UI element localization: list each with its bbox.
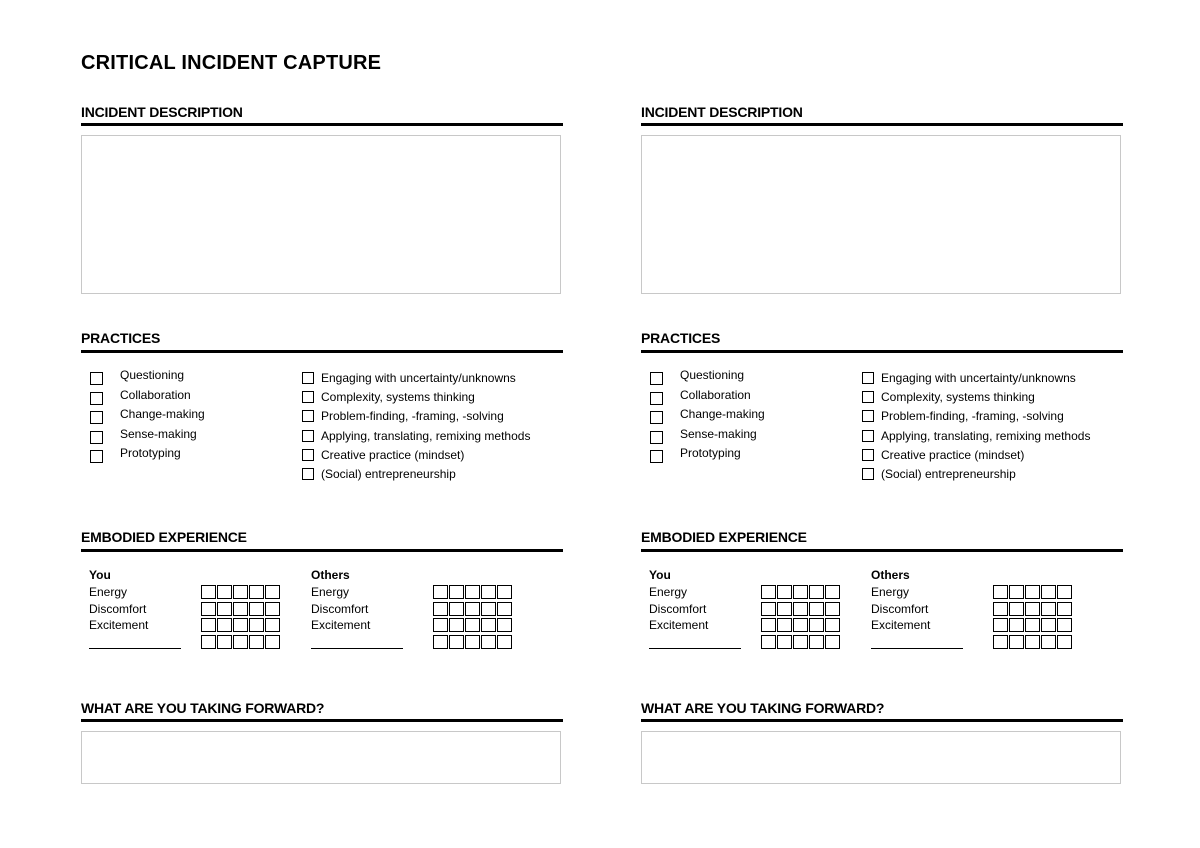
- rating-square[interactable]: [1057, 618, 1072, 632]
- rating-square[interactable]: [449, 635, 464, 649]
- embodied-row-label: Energy: [649, 585, 688, 599]
- taking-forward-field[interactable]: [641, 731, 1121, 784]
- rating-square[interactable]: [433, 635, 448, 649]
- rating-square[interactable]: [233, 635, 248, 649]
- rating-square[interactable]: [217, 602, 232, 616]
- rating-scale[interactable]: [993, 602, 1073, 616]
- practices-heading: PRACTICES: [641, 330, 721, 346]
- practice-option[interactable]: [862, 429, 1122, 449]
- practice-option[interactable]: [90, 446, 310, 466]
- practice-checkbox[interactable]: [90, 411, 103, 424]
- rating-square[interactable]: [825, 618, 840, 632]
- custom-dimension-field[interactable]: [649, 648, 741, 649]
- practice-label: Problem-finding, -framing, -solving: [881, 409, 1064, 424]
- rating-scale[interactable]: [201, 585, 281, 599]
- practice-option[interactable]: [862, 409, 1122, 429]
- rating-square[interactable]: [793, 585, 808, 599]
- practice-label: Sense-making: [680, 426, 757, 441]
- practice-label: Creative practice (mindset): [881, 447, 1025, 462]
- rating-square[interactable]: [1025, 585, 1040, 599]
- practice-checkbox[interactable]: [90, 372, 103, 385]
- practice-checkbox[interactable]: [862, 430, 874, 442]
- rating-square[interactable]: [233, 618, 248, 632]
- practice-option[interactable]: [862, 467, 1122, 487]
- rating-square[interactable]: [433, 585, 448, 599]
- practice-label: Prototyping: [680, 446, 741, 460]
- practice-option[interactable]: [302, 390, 562, 410]
- rating-square[interactable]: [265, 635, 280, 649]
- embodied-you-label: You: [89, 568, 111, 582]
- practice-checkbox[interactable]: [90, 431, 103, 444]
- rating-square[interactable]: [809, 585, 824, 599]
- capture-card-right: [641, 0, 1123, 848]
- rating-square[interactable]: [497, 618, 512, 632]
- embodied-experience-heading: EMBODIED EXPERIENCE: [641, 529, 807, 545]
- rating-square[interactable]: [793, 602, 808, 616]
- rating-square[interactable]: [465, 602, 480, 616]
- practice-checkbox[interactable]: [302, 449, 314, 461]
- rating-square[interactable]: [1041, 618, 1056, 632]
- incident-description-heading: INCIDENT DESCRIPTION: [81, 104, 243, 120]
- embodied-row-label: Discomfort: [311, 601, 369, 616]
- rating-square[interactable]: [217, 635, 232, 649]
- embodied-row-label: Discomfort: [871, 601, 929, 616]
- rating-square[interactable]: [761, 585, 776, 599]
- taking-forward-heading: WHAT ARE YOU TAKING FORWARD?: [641, 700, 885, 716]
- practices-heading: PRACTICES: [81, 330, 161, 346]
- rating-square[interactable]: [793, 618, 808, 632]
- rating-square[interactable]: [993, 635, 1008, 649]
- practice-option[interactable]: [650, 446, 870, 466]
- rating-square[interactable]: [1009, 602, 1024, 616]
- embodied-experience-heading: EMBODIED EXPERIENCE: [81, 529, 247, 545]
- rating-square[interactable]: [497, 635, 512, 649]
- incident-description-heading: INCIDENT DESCRIPTION: [641, 104, 803, 120]
- practice-checkbox[interactable]: [302, 372, 314, 384]
- rating-square[interactable]: [481, 585, 496, 599]
- embodied-row-label: Excitement: [311, 618, 371, 632]
- practice-label: (Social) entrepreneurship: [881, 467, 1016, 481]
- embodied-row-label: Excitement: [649, 618, 709, 632]
- rating-scale[interactable]: [433, 635, 513, 649]
- section-rule: [81, 350, 563, 353]
- practice-checkbox[interactable]: [650, 450, 663, 463]
- rating-square[interactable]: [777, 635, 792, 649]
- rating-square[interactable]: [825, 602, 840, 616]
- rating-square[interactable]: [497, 602, 512, 616]
- practice-label: Change-making: [680, 407, 765, 421]
- embodied-others-label: Others: [871, 568, 910, 582]
- rating-square[interactable]: [809, 618, 824, 632]
- practice-option[interactable]: [90, 407, 310, 427]
- rating-square[interactable]: [201, 602, 216, 616]
- rating-square[interactable]: [217, 585, 232, 599]
- practice-option[interactable]: [650, 388, 870, 408]
- rating-square[interactable]: [993, 602, 1008, 616]
- practice-label: Change-making: [120, 407, 205, 421]
- rating-scale[interactable]: [993, 585, 1073, 599]
- practice-option[interactable]: [302, 371, 562, 391]
- practice-label: Sense-making: [120, 426, 197, 441]
- practice-label: Applying, translating, remixing methods: [881, 428, 1091, 443]
- practice-option[interactable]: [650, 427, 870, 447]
- practice-label: Prototyping: [120, 446, 181, 460]
- custom-dimension-field[interactable]: [89, 648, 181, 649]
- practice-option[interactable]: [302, 429, 562, 449]
- incident-description-field[interactable]: [641, 135, 1121, 294]
- rating-square[interactable]: [825, 635, 840, 649]
- practice-label: (Social) entrepreneurship: [321, 467, 456, 481]
- rating-square[interactable]: [761, 635, 776, 649]
- rating-square[interactable]: [761, 618, 776, 632]
- rating-square[interactable]: [1025, 635, 1040, 649]
- rating-square[interactable]: [233, 585, 248, 599]
- rating-square[interactable]: [481, 602, 496, 616]
- rating-scale[interactable]: [761, 602, 841, 616]
- embodied-row-label: Energy: [89, 585, 128, 599]
- rating-square[interactable]: [1009, 585, 1024, 599]
- section-rule: [641, 719, 1123, 722]
- rating-scale[interactable]: [433, 585, 513, 599]
- practice-option[interactable]: [302, 409, 562, 429]
- rating-square[interactable]: [217, 618, 232, 632]
- taking-forward-field[interactable]: [81, 731, 561, 784]
- rating-square[interactable]: [481, 618, 496, 632]
- rating-square[interactable]: [433, 602, 448, 616]
- rating-square[interactable]: [1057, 602, 1072, 616]
- rating-square[interactable]: [249, 635, 264, 649]
- rating-square[interactable]: [265, 618, 280, 632]
- rating-scale[interactable]: [433, 618, 513, 632]
- rating-square[interactable]: [449, 618, 464, 632]
- rating-square[interactable]: [201, 618, 216, 632]
- section-rule: [641, 350, 1123, 353]
- embodied-others-label: Others: [311, 568, 350, 582]
- practice-checkbox[interactable]: [862, 449, 874, 461]
- section-rule: [81, 549, 563, 552]
- practice-checkbox[interactable]: [650, 411, 663, 424]
- rating-square[interactable]: [249, 585, 264, 599]
- section-rule: [81, 123, 563, 126]
- practice-checkbox[interactable]: [302, 468, 314, 480]
- practice-option[interactable]: [650, 407, 870, 427]
- practice-label: Complexity, systems thinking: [321, 390, 475, 405]
- embodied-row-label: Excitement: [89, 618, 149, 632]
- rating-scale[interactable]: [201, 618, 281, 632]
- practice-option[interactable]: [302, 448, 562, 468]
- embodied-row-label: Discomfort: [89, 601, 147, 616]
- practice-label: Complexity, systems thinking: [881, 390, 1035, 405]
- rating-square[interactable]: [233, 602, 248, 616]
- practice-checkbox[interactable]: [862, 468, 874, 480]
- rating-square[interactable]: [249, 618, 264, 632]
- incident-description-field[interactable]: [81, 135, 561, 294]
- rating-square[interactable]: [809, 635, 824, 649]
- rating-square[interactable]: [1041, 585, 1056, 599]
- rating-square[interactable]: [1025, 618, 1040, 632]
- capture-card-left: [81, 0, 563, 848]
- rating-square[interactable]: [825, 585, 840, 599]
- rating-square[interactable]: [993, 585, 1008, 599]
- rating-square[interactable]: [1025, 602, 1040, 616]
- rating-scale[interactable]: [201, 635, 281, 649]
- rating-square[interactable]: [465, 618, 480, 632]
- practice-option[interactable]: [90, 388, 310, 408]
- rating-scale[interactable]: [201, 602, 281, 616]
- rating-square[interactable]: [497, 585, 512, 599]
- rating-square[interactable]: [201, 585, 216, 599]
- practice-checkbox[interactable]: [862, 372, 874, 384]
- rating-square[interactable]: [465, 585, 480, 599]
- rating-square[interactable]: [793, 635, 808, 649]
- rating-square[interactable]: [265, 585, 280, 599]
- rating-scale[interactable]: [993, 618, 1073, 632]
- section-rule: [641, 549, 1123, 552]
- rating-square[interactable]: [249, 602, 264, 616]
- embodied-row-label: Energy: [871, 585, 910, 599]
- practice-label: Questioning: [680, 368, 745, 382]
- rating-square[interactable]: [1057, 635, 1072, 649]
- practice-label: Engaging with uncertainty/unknowns: [321, 371, 516, 385]
- section-rule: [81, 719, 563, 722]
- practice-option[interactable]: [862, 390, 1122, 410]
- rating-square[interactable]: [449, 602, 464, 616]
- practice-option[interactable]: [90, 368, 310, 388]
- custom-dimension-field[interactable]: [311, 648, 403, 649]
- practice-checkbox[interactable]: [650, 431, 663, 444]
- taking-forward-heading: WHAT ARE YOU TAKING FORWARD?: [81, 700, 325, 716]
- practice-option[interactable]: [862, 448, 1122, 468]
- practice-checkbox[interactable]: [862, 391, 874, 403]
- practice-checkbox[interactable]: [90, 392, 103, 405]
- rating-square[interactable]: [433, 618, 448, 632]
- practice-label: Creative practice (mindset): [321, 447, 465, 462]
- rating-square[interactable]: [777, 618, 792, 632]
- section-rule: [641, 123, 1123, 126]
- practice-label: Applying, translating, remixing methods: [321, 428, 531, 443]
- practice-checkbox[interactable]: [650, 392, 663, 405]
- rating-square[interactable]: [265, 602, 280, 616]
- embodied-you-label: You: [649, 568, 671, 582]
- rating-square[interactable]: [481, 635, 496, 649]
- rating-square[interactable]: [1057, 585, 1072, 599]
- rating-square[interactable]: [777, 585, 792, 599]
- practice-checkbox[interactable]: [302, 410, 314, 422]
- practice-option[interactable]: [862, 371, 1122, 391]
- practice-checkbox[interactable]: [650, 372, 663, 385]
- practice-option[interactable]: [90, 427, 310, 447]
- rating-scale[interactable]: [433, 602, 513, 616]
- rating-square[interactable]: [1041, 635, 1056, 649]
- rating-square[interactable]: [809, 602, 824, 616]
- rating-square[interactable]: [1009, 635, 1024, 649]
- practice-option[interactable]: [302, 467, 562, 487]
- rating-square[interactable]: [761, 602, 776, 616]
- page-title: CRITICAL INCIDENT CAPTURE: [81, 52, 382, 74]
- practice-label: Engaging with uncertainty/unknowns: [881, 371, 1076, 385]
- embodied-row-label: Energy: [311, 585, 350, 599]
- rating-square[interactable]: [449, 585, 464, 599]
- practice-option[interactable]: [650, 368, 870, 388]
- rating-square[interactable]: [993, 618, 1008, 632]
- practice-label: Problem-finding, -framing, -solving: [321, 409, 504, 424]
- rating-square[interactable]: [777, 602, 792, 616]
- rating-scale[interactable]: [761, 585, 841, 599]
- rating-scale[interactable]: [993, 635, 1073, 649]
- practice-checkbox[interactable]: [302, 391, 314, 403]
- practice-label: Questioning: [120, 368, 185, 382]
- rating-square[interactable]: [1041, 602, 1056, 616]
- rating-square[interactable]: [201, 635, 216, 649]
- practice-label: Collaboration: [680, 387, 751, 402]
- embodied-row-label: Discomfort: [649, 601, 707, 616]
- custom-dimension-field[interactable]: [871, 648, 963, 649]
- rating-scale[interactable]: [761, 618, 841, 632]
- practice-label: Collaboration: [120, 387, 191, 402]
- embodied-row-label: Excitement: [871, 618, 931, 632]
- rating-square[interactable]: [1009, 618, 1024, 632]
- rating-square[interactable]: [465, 635, 480, 649]
- practice-checkbox[interactable]: [90, 450, 103, 463]
- practice-checkbox[interactable]: [302, 430, 314, 442]
- practice-checkbox[interactable]: [862, 410, 874, 422]
- rating-scale[interactable]: [761, 635, 841, 649]
